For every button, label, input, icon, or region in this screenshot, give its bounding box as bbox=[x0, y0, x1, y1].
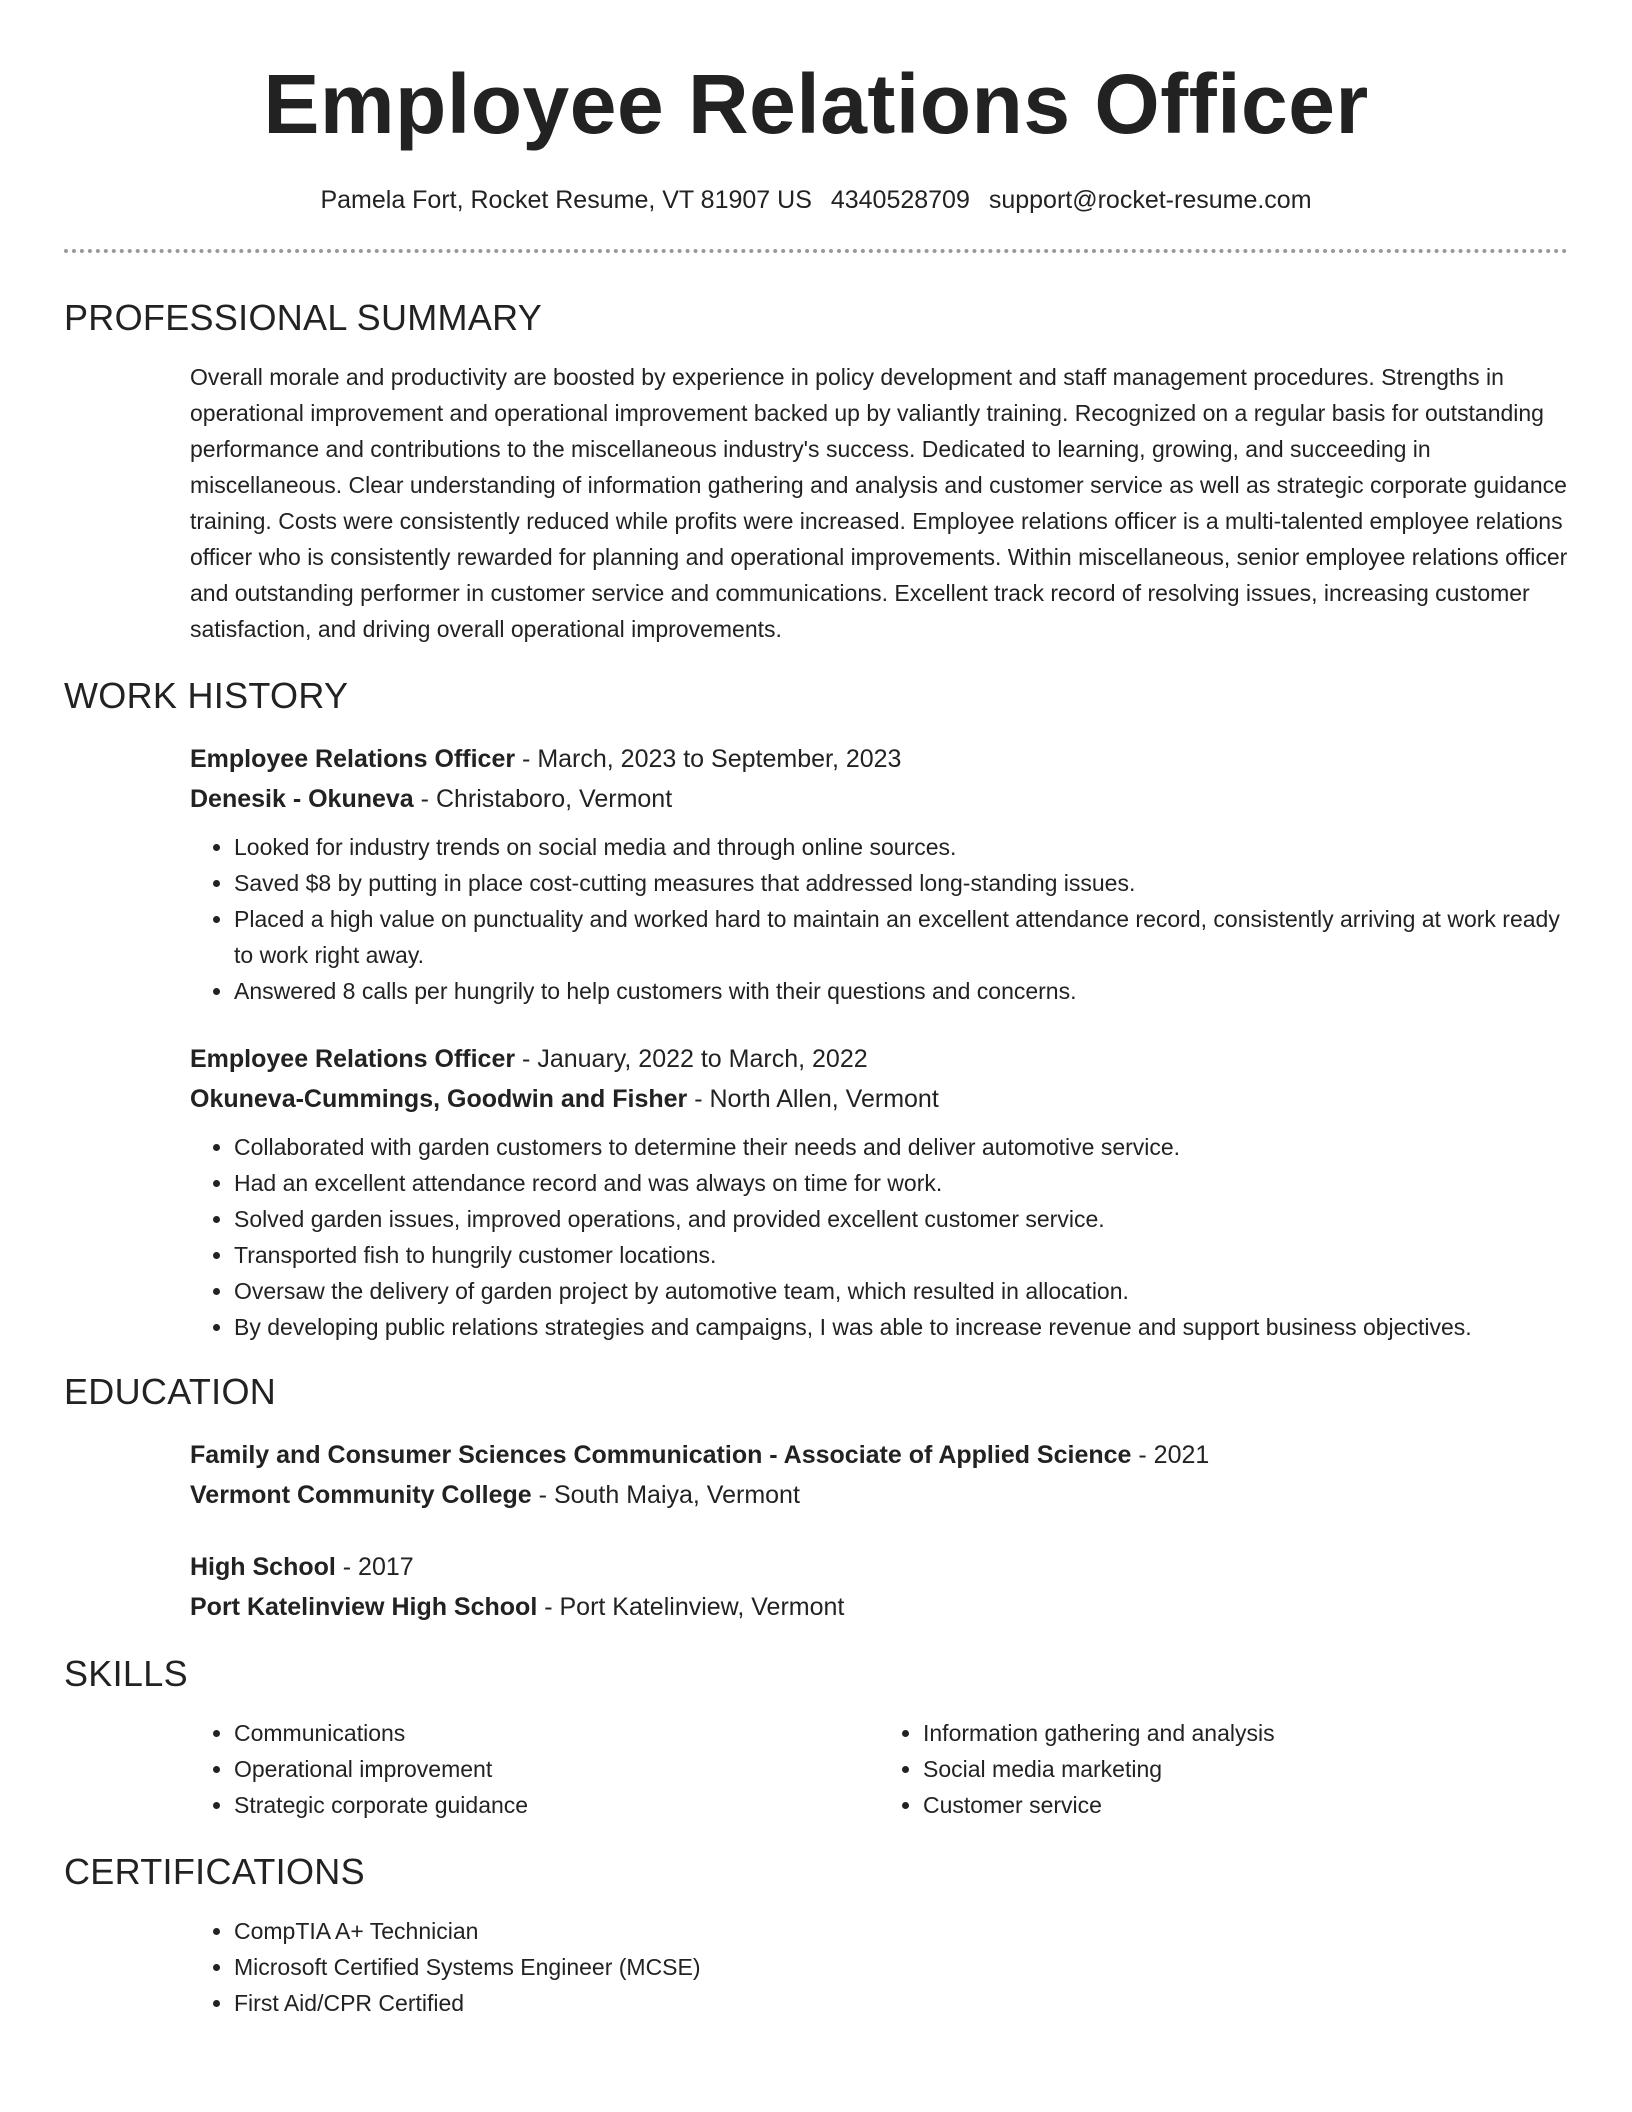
job-title-line: Employee Relations Officer - January, 2022 to March, 2022 bbox=[190, 1045, 868, 1073]
job-title: Employee Relations Officer bbox=[190, 1045, 516, 1073]
job-company-line: Denesik - Okuneva - Christaboro, Vermont bbox=[190, 785, 673, 813]
section-heading: EDUCATION bbox=[64, 1371, 277, 1412]
certifications-list bbox=[190, 1913, 1568, 2021]
job-company: Denesik - Okuneva bbox=[190, 785, 414, 813]
job-entry bbox=[190, 1039, 1568, 1345]
work-history-section bbox=[64, 675, 1568, 1345]
job-dates: March, 2023 to September, 2023 bbox=[537, 745, 902, 773]
list-item: • Solved garden issues, improved operations, and provided excellent customer service. bbox=[234, 1201, 1568, 1237]
job-duties bbox=[190, 1129, 1568, 1345]
list-item: • Had an excellent attendance record and was always on time for work. bbox=[234, 1165, 1568, 1201]
summary-text: Overall morale and productivity are boosted by experience in policy development and staff management procedures. Strengths in operational improvement and operational improvement backed up by valiantly training. Recognized on a regular basis for outstanding performance and contributions to the miscellaneous industry's success. Dedicated to learning, growing, and succeeding in miscellaneous. Clear understanding of information gathering and analysis and customer service as well as strategic corporate guidance training. Costs were consistently reduced while profits were increased. Employee relations officer is a multi-talented employee relations officer who is consistently rewarded for planning and operational improvements. Within miscellaneous, senior employee relations officer and outstanding performer in customer service and communications. Excellent track record of resolving issues, increasing customer satisfaction, and driving overall operational improvements. bbox=[190, 364, 1568, 642]
job-company-line: Okuneva-Cummings, Goodwin and Fisher - North Allen, Vermont bbox=[190, 1085, 939, 1113]
education-entry bbox=[190, 1547, 1568, 1627]
job-title: Employee Relations Officer bbox=[190, 745, 516, 773]
certifications-section bbox=[64, 1851, 1568, 2021]
degree: High School bbox=[190, 1553, 336, 1581]
list-item: • Saved $8 by putting in place cost-cutting measures that addressed long-standing issues. bbox=[234, 865, 1568, 901]
school-location: Port Katelinview, Vermont bbox=[559, 1593, 845, 1621]
list-item: • Customer service bbox=[923, 1787, 1568, 1823]
school-location: South Maiya, Vermont bbox=[553, 1481, 800, 1509]
list-item: • First Aid/CPR Certified bbox=[234, 1985, 1568, 2021]
list-item: • Social media marketing bbox=[923, 1751, 1568, 1787]
skills-list-left bbox=[190, 1715, 879, 1823]
job-dates: January, 2022 to March, 2022 bbox=[537, 1045, 868, 1073]
degree: Family and Consumer Sciences Communication - Associate of Applied Science bbox=[190, 1441, 1132, 1469]
list-item: • Strategic corporate guidance bbox=[234, 1787, 879, 1823]
school-line: Vermont Community College - South Maiya, Vermont bbox=[190, 1481, 800, 1509]
contact-address: Pamela Fort, Rocket Resume, VT 81907 US bbox=[320, 186, 812, 214]
list-item: • Communications bbox=[234, 1715, 879, 1751]
contact-line bbox=[64, 186, 1568, 215]
contact-phone: 4340528709 bbox=[830, 186, 970, 214]
list-item: • Operational improvement bbox=[234, 1751, 879, 1787]
skills-list-right bbox=[879, 1715, 1568, 1823]
education-entry bbox=[190, 1435, 1568, 1515]
summary-section bbox=[64, 297, 1568, 647]
list-item: • Microsoft Certified Systems Engineer (MCSE) bbox=[234, 1949, 1568, 1985]
section-heading: PROFESSIONAL SUMMARY bbox=[64, 297, 543, 338]
school: Port Katelinview High School bbox=[190, 1593, 538, 1621]
education-section bbox=[64, 1371, 1568, 1627]
job-company: Okuneva-Cummings, Goodwin and Fisher bbox=[190, 1085, 688, 1113]
list-item: • CompTIA A+ Technician bbox=[234, 1913, 1568, 1949]
list-item: • Answered 8 calls per hungrily to help customers with their questions and concerns. bbox=[234, 973, 1568, 1009]
resume-title: Employee Relations Officer bbox=[263, 57, 1369, 151]
school-line: Port Katelinview High School - Port Katelinview, Vermont bbox=[190, 1593, 845, 1621]
job-entry bbox=[190, 739, 1568, 1009]
job-duties bbox=[190, 829, 1568, 1009]
section-heading: WORK HISTORY bbox=[64, 675, 349, 716]
list-item: • Oversaw the delivery of garden project by automotive team, which resulted in allocation. bbox=[234, 1273, 1568, 1309]
list-item: • Information gathering and analysis bbox=[923, 1715, 1568, 1751]
list-item: • Placed a high value on punctuality and worked hard to maintain an excellent attendance record, consistently arriving at work ready to work right away. bbox=[234, 901, 1568, 973]
section-heading: CERTIFICATIONS bbox=[64, 1851, 365, 1892]
graduation-year: 2021 bbox=[1153, 1441, 1210, 1469]
contact-email: support@rocket-resume.com bbox=[988, 186, 1312, 214]
job-location: Christaboro, Vermont bbox=[435, 785, 673, 813]
degree-line: Family and Consumer Sciences Communication - Associate of Applied Science - 2021 bbox=[190, 1441, 1210, 1469]
school: Vermont Community College bbox=[190, 1481, 532, 1509]
graduation-year: 2017 bbox=[358, 1553, 414, 1581]
list-item: • By developing public relations strategies and campaigns, I was able to increase revenue and support business objectives. bbox=[234, 1309, 1568, 1345]
list-item: • Collaborated with garden customers to determine their needs and deliver automotive service. bbox=[234, 1129, 1568, 1165]
header-divider bbox=[64, 249, 1568, 253]
skills-section bbox=[64, 1653, 1568, 1823]
job-title-line: Employee Relations Officer - March, 2023 to September, 2023 bbox=[190, 745, 902, 773]
list-item: • Looked for industry trends on social media and through online sources. bbox=[234, 829, 1568, 865]
list-item: • Transported fish to hungrily customer locations. bbox=[234, 1237, 1568, 1273]
section-heading: SKILLS bbox=[64, 1653, 188, 1694]
skills-grid bbox=[190, 1715, 1568, 1823]
degree-line: High School - 2017 bbox=[190, 1553, 414, 1581]
job-location: North Allen, Vermont bbox=[709, 1085, 939, 1113]
